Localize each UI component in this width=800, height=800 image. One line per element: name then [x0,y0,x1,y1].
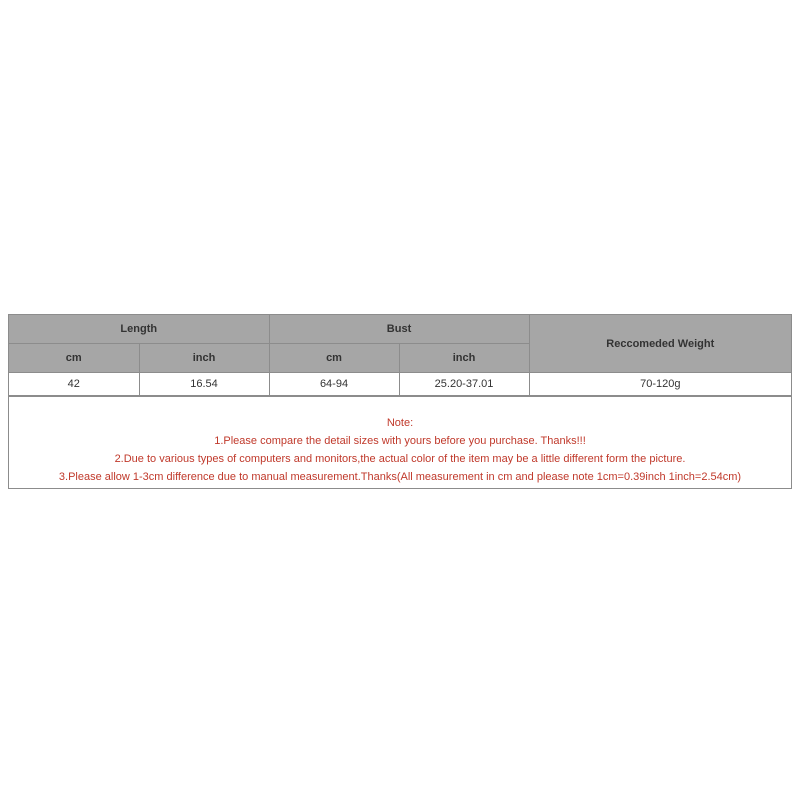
length-cm-cell: 42 [9,373,139,396]
note-title: Note: [386,417,414,429]
size-table [9,315,791,396]
weight-header: Reccomeded Weight [529,315,791,373]
size-chart [8,314,792,489]
note-line-2: 2.Due to various types of computers and monitors,the actual color of the item may be a little different form the picture. [114,453,686,465]
weight-cell: 70-120g [529,373,791,396]
length-inch-header: inch [139,344,269,373]
length-cm-header: cm [9,344,139,373]
bust-cm-cell: 64-94 [269,373,399,396]
length-inch-cell: 16.54 [139,373,269,396]
bust-inch-header: inch [399,344,529,373]
notes-section [9,396,791,488]
table-row [9,373,791,396]
bust-cm-header: cm [269,344,399,373]
note-line-1: 1.Please compare the detail sizes with yours before you purchase. Thanks!!! [214,435,586,447]
bust-header: Bust [269,315,529,344]
length-header: Length [9,315,269,344]
note-line-3: 3.Please allow 1-3cm difference due to manual measurement.Thanks(All measurement in cm and please note 1cm=0.39inch 1inch=2.54cm) [58,471,742,483]
group-header-row [9,315,791,344]
bust-inch-cell: 25.20-37.01 [399,373,529,396]
